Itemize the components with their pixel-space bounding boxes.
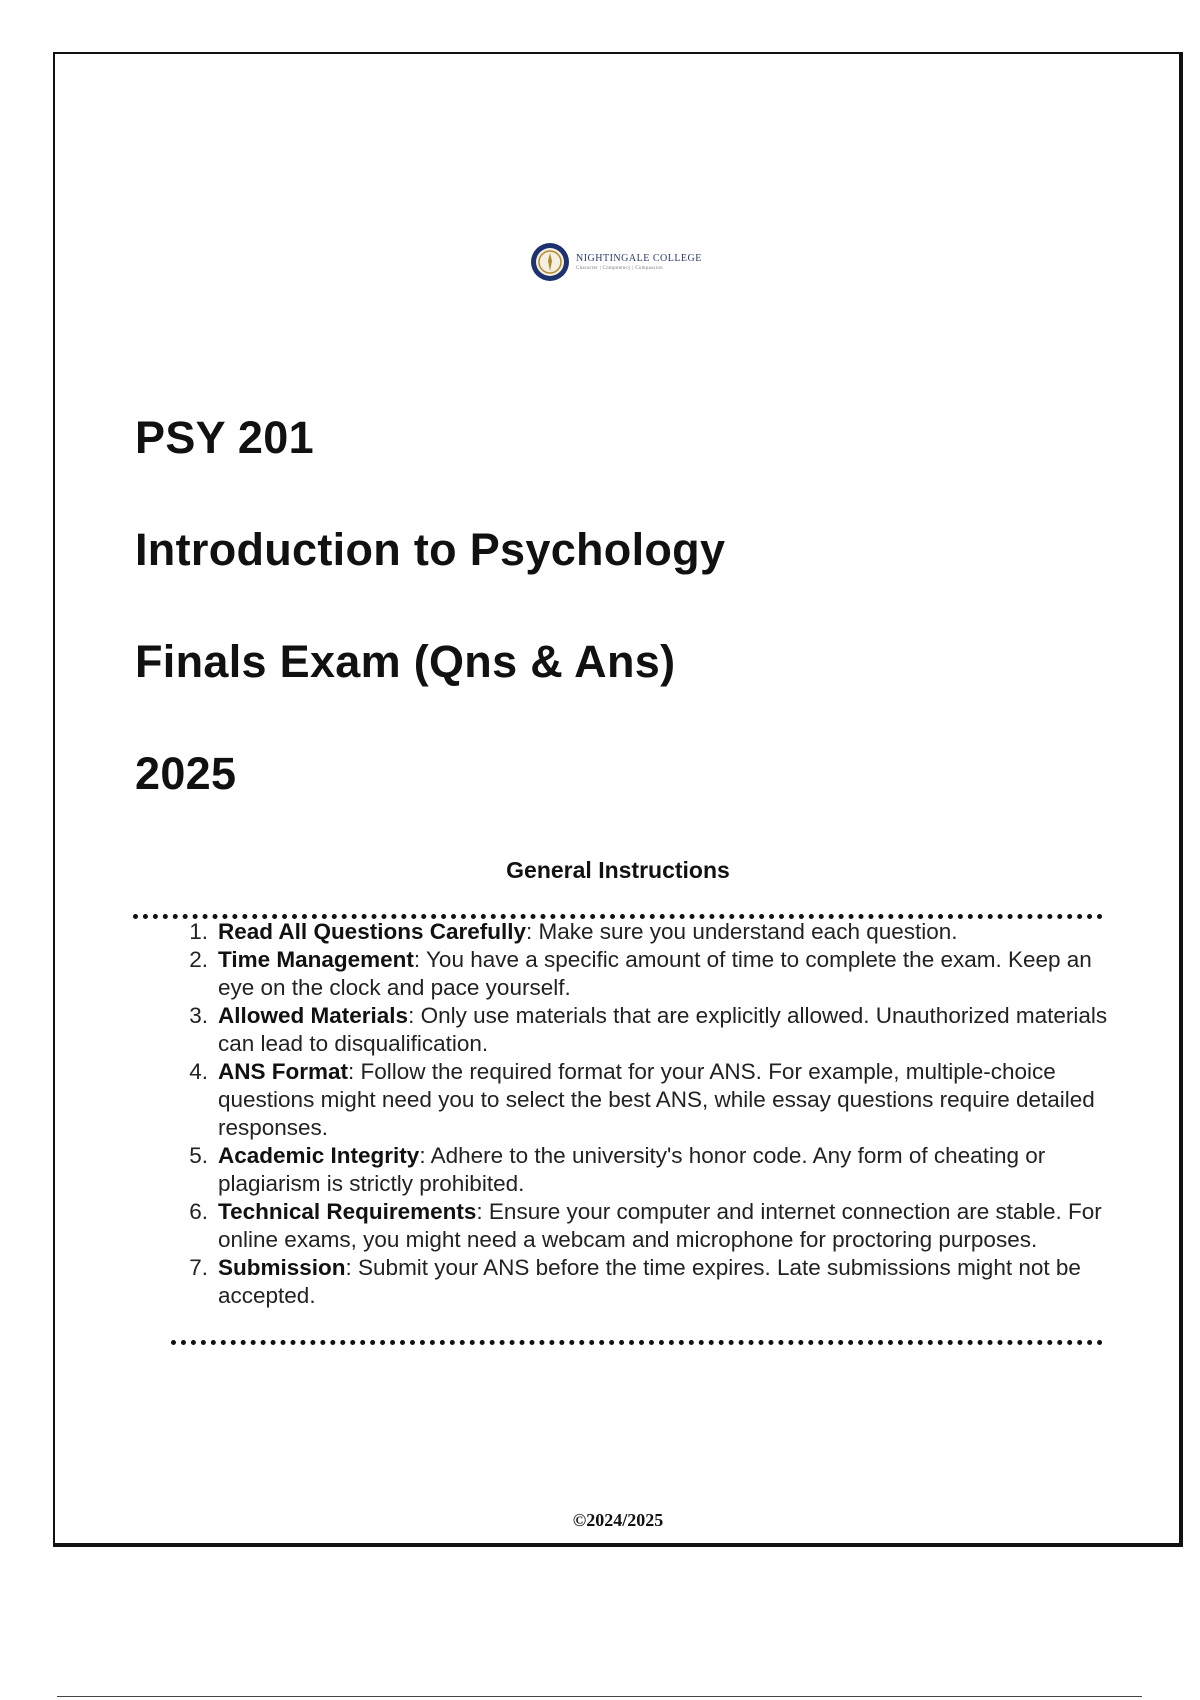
item-title: Submission xyxy=(218,1255,346,1280)
item-body xyxy=(208,1058,1108,1142)
list-item xyxy=(168,1142,1108,1198)
item-number: 4. xyxy=(189,1059,208,1084)
item-text: : Only use materials that are explicitly allowed. Unauthorized materials can lead to disqualification. xyxy=(218,1003,1108,1056)
exam-year: 2025 xyxy=(135,748,237,799)
item-body xyxy=(208,1002,1108,1058)
instructions-heading: General Instructions xyxy=(506,857,730,883)
item-text: : Ensure your computer and internet connection are stable. For online exams, you might need a webcam and microphone for proctoring purposes. xyxy=(218,1199,1102,1252)
dotted-divider-bottom xyxy=(171,1340,1103,1345)
college-logo xyxy=(530,242,702,282)
item-text: : Follow the required format for your ANS. For example, multiple-choice questions might need you to select the best ANS, while essay questions require detailed responses. xyxy=(218,1059,1095,1140)
item-text: : Submit your ANS before the time expires. Late submissions might not be accepted. xyxy=(218,1255,1081,1308)
item-text: : Make sure you understand each question. xyxy=(526,919,958,944)
item-number: 5. xyxy=(189,1143,208,1168)
list-item xyxy=(168,918,1108,946)
instructions-list xyxy=(168,918,1108,1310)
item-body xyxy=(208,946,1108,1002)
list-item xyxy=(168,1198,1108,1254)
item-title: ANS Format xyxy=(218,1059,349,1084)
item-title: Time Management xyxy=(218,947,414,972)
footer-divider xyxy=(57,1696,1142,1697)
item-body xyxy=(208,1198,1108,1254)
list-item xyxy=(168,946,1108,1002)
copyright-notice: ©2024/2025 xyxy=(572,1510,664,1530)
item-number: 7. xyxy=(189,1255,208,1280)
course-name: Introduction to Psychology xyxy=(135,524,726,575)
item-title: Read All Questions Carefully xyxy=(218,919,526,944)
college-seal-icon xyxy=(530,242,570,282)
item-body xyxy=(208,1142,1108,1198)
list-item xyxy=(168,1058,1108,1142)
item-number: 6. xyxy=(189,1199,208,1224)
course-code: PSY 201 xyxy=(135,412,314,463)
college-name: NIGHTINGALE COLLEGE xyxy=(576,252,702,264)
item-number: 2. xyxy=(189,947,208,972)
list-item xyxy=(168,1254,1108,1310)
item-title: Academic Integrity xyxy=(218,1143,420,1168)
exam-title: Finals Exam (Qns & Ans) xyxy=(135,636,676,687)
item-title: Technical Requirements xyxy=(218,1199,477,1224)
list-item xyxy=(168,1002,1108,1058)
item-body xyxy=(208,1254,1108,1310)
item-title: Allowed Materials xyxy=(218,1003,409,1028)
item-number: 3. xyxy=(189,1003,208,1028)
item-body xyxy=(208,918,958,946)
item-text: : You have a specific amount of time to complete the exam. Keep an eye on the clock and pace yourself. xyxy=(218,947,1092,1000)
item-number: 1. xyxy=(189,919,208,944)
college-tagline: Character | Competency | Compassion xyxy=(576,265,663,271)
item-text: : Adhere to the university's honor code. Any form of cheating or plagiarism is strictly prohibited. xyxy=(218,1143,1046,1196)
